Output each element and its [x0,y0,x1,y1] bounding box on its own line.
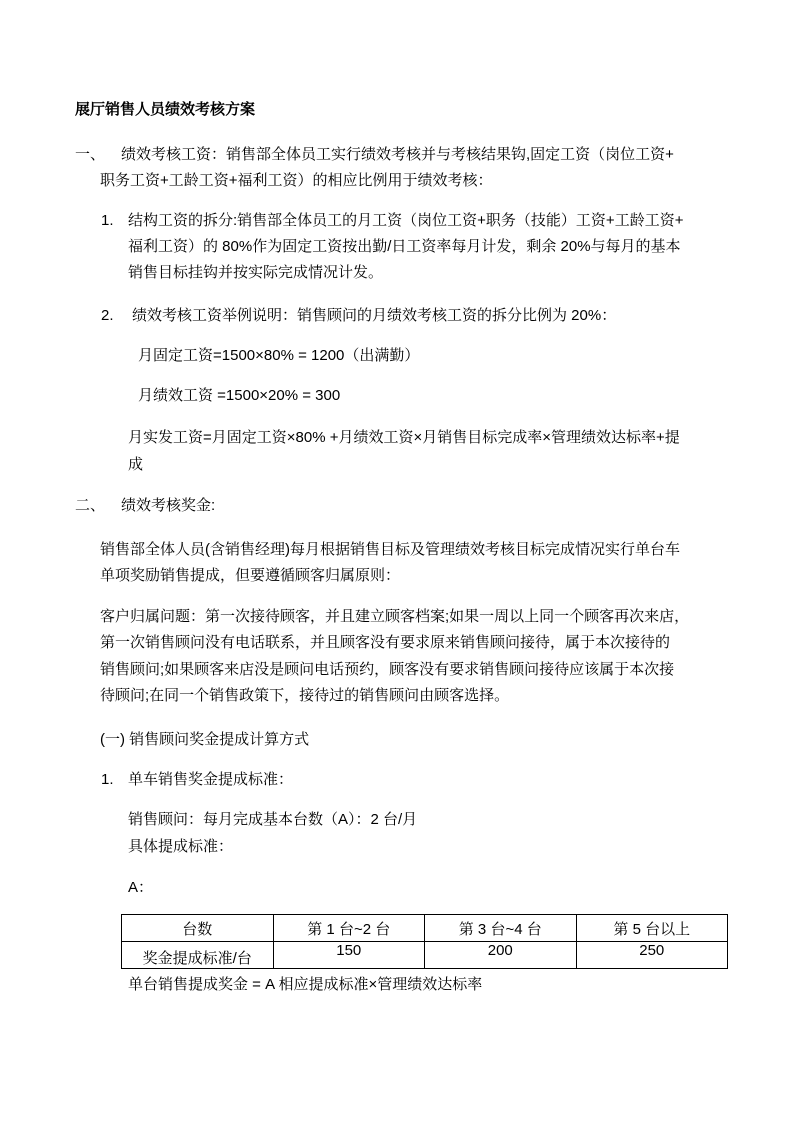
table-cell: 250 [576,942,728,969]
basic-quota: 销售顾问：每月完成基本台数（A）：2 台/月 [128,811,418,828]
table-header: 第 1 台~2 台 [273,915,425,942]
subsection-heading: (一) 销售顾问奖金提成计算方式 [100,731,310,748]
table-cell: 200 [425,942,577,969]
table-header: 第 3 台~4 台 [425,915,577,942]
item2-text: 绩效考核工资举例说明：销售顾问的月绩效考核工资的拆分比例为 20%： [132,307,617,324]
item1-line: 销售目标挂钩并按实际完成情况计发。 [128,264,384,281]
detail-label: 具体提成标准： [128,838,234,855]
sub-item1-marker: 1. [101,771,114,788]
table-header-row [122,915,728,942]
table-row [122,942,728,969]
section2-marker: 二、 [75,497,106,514]
para1-line: 销售部全体人员(含销售经理)每月根据销售目标及管理绩效考核目标完成情况实行单台车 [100,541,680,558]
table-cell: 奖金提成标准/台 [122,942,274,969]
document-title: 展厅销售人员绩效考核方案 [75,101,256,118]
section1-line: 职务工资+工龄工资+福利工资）的相应比例用于绩效考核： [100,172,493,189]
section1-line: 绩效考核工资：销售部全体员工实行绩效考核并与考核结果钩,固定工资（岗位工资+ [121,146,674,163]
table-header: 第 5 台以上 [576,915,728,942]
para1-line: 单项奖励销售提成，但要遵循顾客归属原则： [100,567,401,584]
sub-item1-text: 单车销售奖金提成标准： [128,771,294,788]
a-label: A： [128,879,154,896]
table-cell: 150 [273,942,425,969]
section1-marker: 一、 [75,146,106,163]
item2-marker: 2. [101,307,114,324]
section2-heading: 绩效考核奖金: [121,497,216,514]
item1-line: 福利工资）的 80%作为固定工资按出勤/日工资率每月计发，剩余 20%与每月的基本 [128,238,681,255]
para2-line: 客户归属问题：第一次接待顾客，并且建立顾客档案;如果一周以上同一个顾客再次来店， [100,608,690,625]
para2-line: 待顾问;在同一个销售政策下，接待过的销售顾问由顾客选择。 [100,687,510,704]
item1-marker: 1. [101,212,114,229]
formula-performance-salary: 月绩效工资 =1500×20% = 300 [138,387,341,404]
table-header: 台数 [122,915,274,942]
formula-actual-salary: 月实发工资=月固定工资×80% +月绩效工资×月销售目标完成率×管理绩效达标率+提 [128,429,680,446]
item1-line: 结构工资的拆分:销售部全体员工的月工资（岗位工资+职务（技能）工资+工龄工资+ [128,212,684,229]
formula-actual-salary: 成 [128,456,144,473]
formula-fixed-salary: 月固定工资=1500×80% = 1200（出满勤） [138,347,420,364]
para2-line: 第一次销售顾问没有电话联系，并且顾客没有要求原来销售顾问接待，属于本次接待的 [100,634,671,651]
commission-formula: 单台销售提成奖金 = A 相应提成标准×管理绩效达标率 [128,976,483,993]
commission-table [121,914,728,969]
para2-line: 销售顾问;如果顾客来店没是顾问电话预约，顾客没有要求销售顾问接待应该属于本次接 [100,661,675,678]
